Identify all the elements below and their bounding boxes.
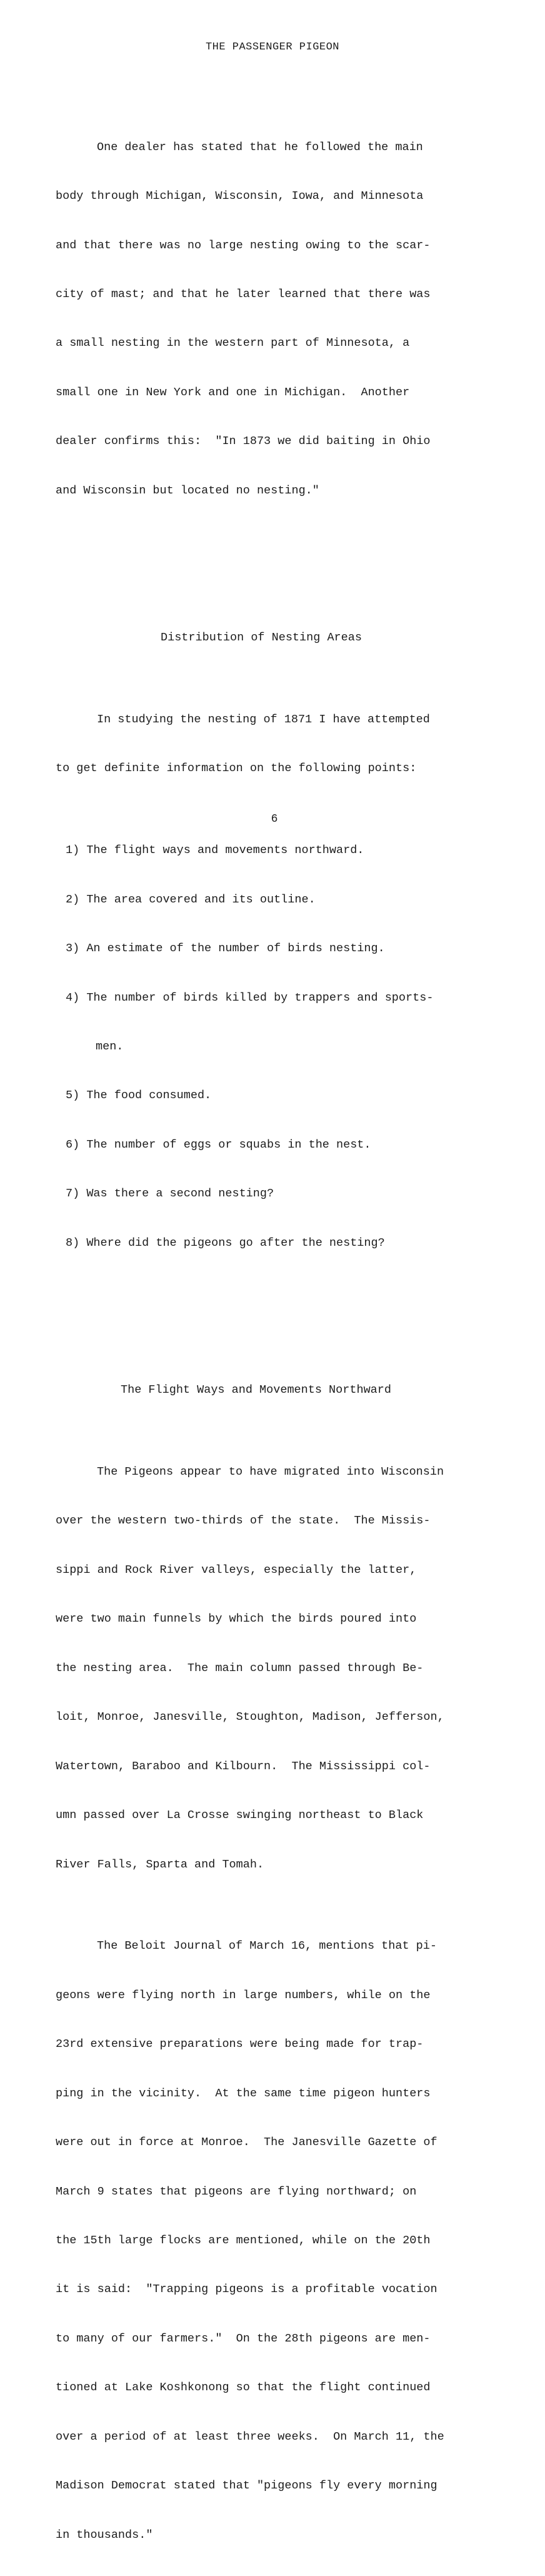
running-head: THE PASSENGER PIGEON [205,41,340,53]
blank-line [56,1300,518,1316]
paragraph-line: the nesting area. The main column passed through Be- [56,1661,424,1675]
section-heading-flight-ways: The Flight Ways and Movements Northward [121,1383,391,1397]
list-item [56,941,518,957]
list-text: Was there a second nesting? [86,1187,274,1201]
paragraph-line: were out in force at Monroe. The Janesville Gazette of [56,2136,438,2149]
list-item [56,1088,518,1104]
paragraph-line: River Falls, Sparta and Tomah. [56,1857,264,1871]
page-number: 6 [271,813,278,826]
paragraph-line: it is said: "Trapping pigeons is a profitable vocation [56,2283,438,2296]
paragraph-line: 23rd extensive preparations were being made for trap- [56,2038,424,2051]
paragraph-line: sippi and Rock River valleys, especially the latter, [56,1563,417,1577]
list-number: 1) [66,844,80,857]
paragraph-line: to many of our farmers." On the 28th pigeons are men- [56,2331,431,2345]
list-text: The food consumed. [86,1089,212,1103]
paragraph-line: and Wisconsin but located no nesting." [56,483,319,497]
list-item [56,1186,518,1202]
paragraph-line: the 15th large flocks are mentioned, while on the 20th [56,2234,431,2248]
blank-line [56,548,518,564]
paragraph-line: loit, Monroe, Janesville, Stoughton, Madison, Jefferson, [56,1710,444,1724]
list-item [56,1137,518,1153]
list-text: The number of birds killed by trappers and sports- [86,991,434,1004]
list-text: The number of eggs or squabs in the nest. [86,1138,371,1151]
list-number: 5) [66,1089,80,1103]
list-item [56,990,518,1006]
list-number: 4) [66,991,80,1004]
paragraph-line: tioned at Lake Koshkonong so that the flight continued [56,2381,431,2395]
paragraph-line: In studying the nesting of 1871 I have attempted [97,712,430,726]
paragraph-line: small one in New York and one in Michigan. Another [56,385,410,399]
list-number: 7) [66,1187,80,1201]
list-number: 6) [66,1138,80,1151]
paragraph-line: over the western two-thirds of the state. The Missis- [56,1514,431,1528]
paragraph-line: geons were flying north in large numbers, while on the [56,1988,431,2002]
list-number: 2) [66,892,80,906]
paragraph-line: city of mast; and that he later learned that there was [56,287,431,301]
list-text: An estimate of the number of birds nesting. [86,942,385,956]
list-text: Where did the pigeons go after the nesting? [86,1236,385,1250]
paragraph-line: umn passed over La Crosse swinging northeast to Black [56,1809,424,1822]
list-number: 3) [66,942,80,956]
paragraph-line: in thousands." [56,2528,153,2542]
body-text [56,74,518,2576]
paragraph-line: body through Michigan, Wisconsin, Iowa, and Minnesota [56,189,424,203]
list-text: The area covered and its outline. [86,892,316,906]
list-item [56,892,518,908]
paragraph-line: One dealer has stated that he followed the main [97,140,423,154]
list-item [56,1235,518,1251]
paragraph-line: dealer confirms this: "In 1873 we did baiting in Ohio [56,435,431,448]
paragraph-line: March 9 states that pigeons are flying northward; on [56,2185,417,2198]
paragraph-line: The Beloit Journal of March 16, mentions that pi- [97,1939,437,1953]
list-item-continuation: men. [96,1039,124,1053]
paragraph-line: to get definite information on the following points: [56,762,417,775]
paragraph-line: Watertown, Baraboo and Kilbourn. The Mississippi col- [56,1759,431,1773]
list-number: 8) [66,1236,80,1250]
list-item [56,842,518,859]
paragraph-line: Madison Democrat stated that "pigeons fly every morning [56,2479,438,2493]
paragraph-line: The Pigeons appear to have migrated into Wisconsin [97,1465,444,1478]
paragraph-line: and that there was no large nesting owing to the scar- [56,238,431,252]
paragraph-line: were two main funnels by which the birds poured into [56,1612,417,1626]
list-text: The flight ways and movements northward. [86,844,364,857]
section-heading-distribution: Distribution of Nesting Areas [161,631,362,645]
paragraph-line: a small nesting in the western part of Minnesota, a [56,336,410,350]
paragraph-line: over a period of at least three weeks. On March 11, the [56,2430,444,2443]
paragraph-line: ping in the vicinity. At the same time pigeon hunters [56,2086,431,2100]
